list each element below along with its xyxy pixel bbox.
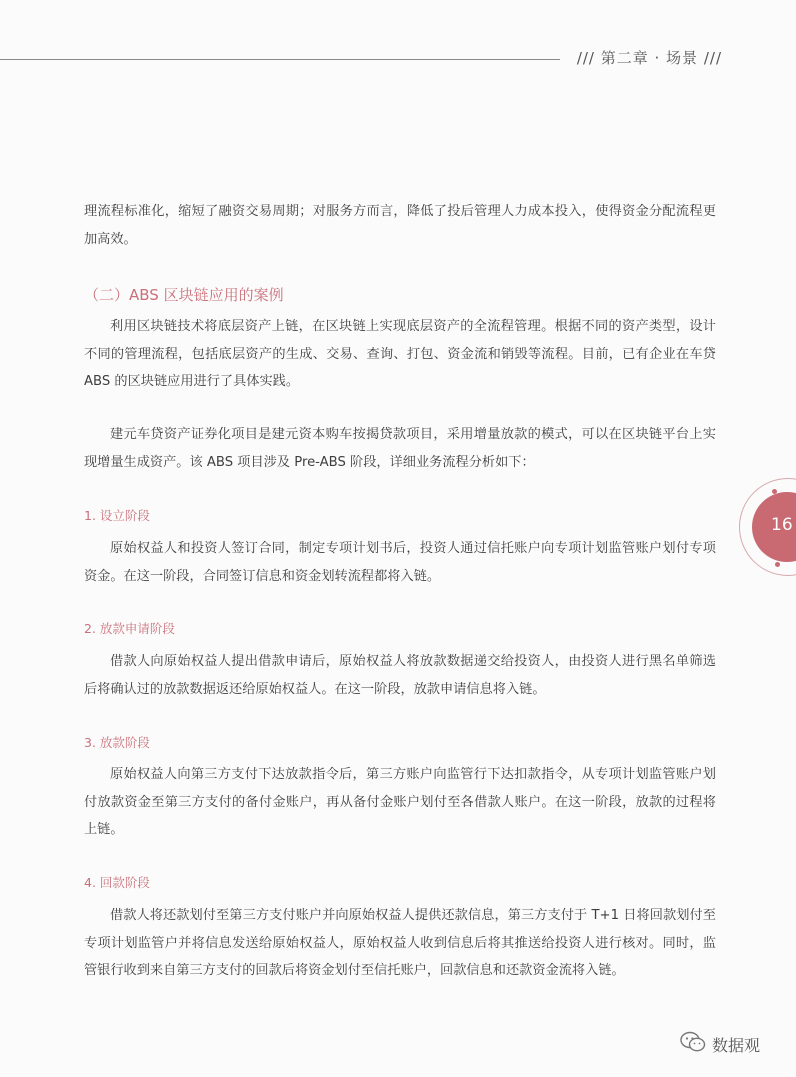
watermark <box>680 1031 760 1057</box>
stage-title-3: 3. 放款阶段 <box>84 735 150 750</box>
stage-text-1: 原始权益人和投资人签订合同，制定专项计划书后，投资人通过信托账户向专项计划监管账户划付专项资金。在这一阶段，合同签订信息和资金划转流程都将入链。 <box>84 541 716 584</box>
stage-text-2: 借款人向原始权益人提出借款申请后，原始权益人将放款数据递交给投资人，由投资人进行黑名单筛选后将确认过的放款数据返还给原始权益人。在这一阶段，放款申请信息将入链。 <box>84 654 716 697</box>
page-number: 16 <box>771 515 793 535</box>
header-rule <box>0 59 560 60</box>
stage-title-1: 1. 设立阶段 <box>84 508 150 523</box>
watermark-text: 数据观 <box>712 1035 761 1055</box>
paragraph-project: 建元车贷资产证券化项目是建元资本购车按揭贷款项目，采用增量放款的模式，可以在区块链平台上实现增量生成资产。该 ABS 项目涉及 Pre-ABS 阶段，详细业务流程分析如下： <box>84 427 716 470</box>
stage-text-4: 借款人将还款划付至第三方支付账户并向原始权益人提供还款信息，第三方支付于 T+1 日将回款划付至专项计划监管户并将信息发送给原始权益人，原始权益人收到信息后将其推送给投资人进行核对。同时，监管银行收到来自第三方支付的回款后将资金划付至信托账户，回款信息和还款资金流将入链。 <box>84 908 716 978</box>
section-title: （二）ABS 区块链应用的案例 <box>84 286 284 304</box>
stage-text-3: 原始权益人向第三方支付下达放款指令后，第三方账户向监管行下达扣款指令，从专项计划监管账户划付放款资金至第三方支付的备付金账户，再从备付金账户划付至各借款人账户。在这一阶段，放款的过程将上链。 <box>84 767 716 837</box>
ring-dot-bottom <box>775 562 780 567</box>
wechat-icon <box>680 1031 706 1057</box>
paragraph-intro: 利用区块链技术将底层资产上链，在区块链上实现底层资产的全流程管理。根据不同的资产类型，设计不同的管理流程，包括底层资产的生成、交易、查询、打包、资金流和销毁等流程。目前，已有企业在车贷 ABS 的区块链应用进行了具体实践。 <box>84 319 716 389</box>
stage-title-2: 2. 放款申请阶段 <box>84 621 175 636</box>
stage-title-4: 4. 回款阶段 <box>84 875 150 890</box>
paragraph-continuation: 理流程标准化，缩短了融资交易周期；对服务方而言，降低了投后管理人力成本投入，使得资金分配流程更加高效。 <box>84 204 716 247</box>
chapter-header: /// 第二章 · 场景 /// <box>576 49 722 67</box>
